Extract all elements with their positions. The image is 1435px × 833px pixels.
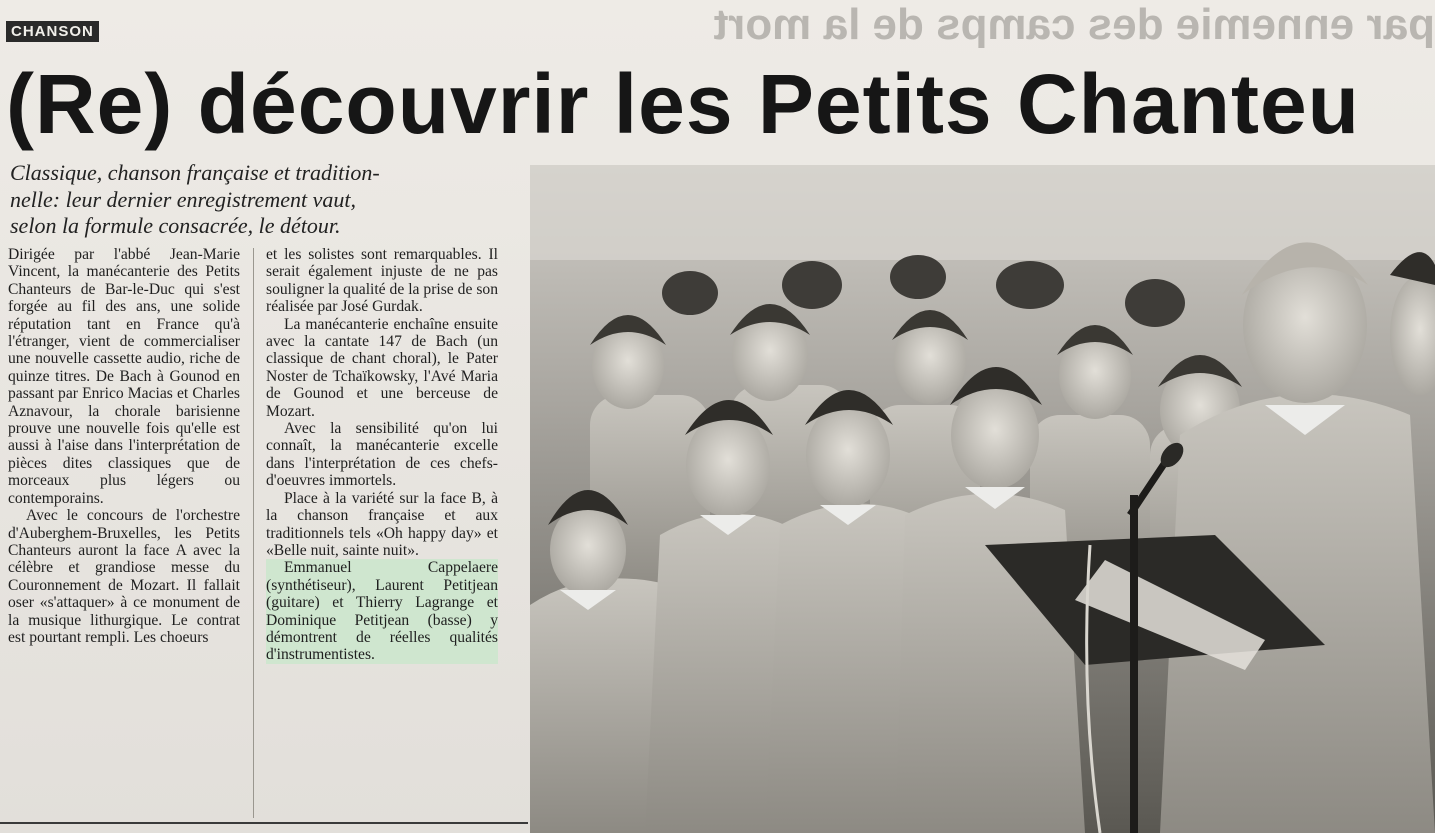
paragraph: Avec la sensibilité qu'on lui connaît, la manécanterie excelle dans l'interprétation de ces chefs-d'oeuvres immortels. (266, 420, 498, 490)
paragraph: La manécanterie enchaîne ensuite avec la cantate 147 de Bach (un classique de chant choral), le Pater Noster de Tchaïkowsky, l'Avé Maria de Gounod et une berceuse de Mozart. (266, 315, 498, 420)
paragraph: Dirigée par l'abbé Jean-Marie Vincent, la manécanterie des Petits Chanteurs de Bar-le-Duc qui s'est forgée au fil des ans, une solide réputation tant en France qu'à l'étranger, vient de commercialiser une nouvelle cassette audio, riche de quinze titres. De Bach à Gounod en passant par Enrico Macias et Charles Aznavour, la chorale barisienne prouve une nouvelle fois qu'elle est aussi à l'aise dans l'interprétation de pièces dites classiques que de morceaux plus légers ou contemporains. (8, 246, 240, 507)
paragraph: Place à la variété sur la face B, à la chanson française et aux traditionnels tels «Oh happy day» et «Belle nuit, sainte nuit». (266, 489, 498, 559)
highlighted-paragraph: Emmanuel Cappelaere (synthétiseur), Laurent Petitjean (guitare) et Thierry Lagrange et Dominique Petitjean (basse) y démontrent de réelles qualités d'instrumentistes. (266, 559, 498, 664)
deck (10, 160, 520, 240)
paragraph: Avec le concours de l'orchestre d'Auberghem-Bruxelles, les Petits Chanteurs auront la face A avec la célèbre et grandiose messe du Couronnement de Mozart. Il fallait oser «s'attaquer» à ce monument de la musique lithurgique. Le contrat est pourtant rempli. Les choeurs (8, 507, 240, 646)
choir-photo (530, 165, 1435, 833)
section-tag: CHANSON (6, 21, 99, 42)
column-divider (253, 248, 254, 818)
headline: (Re) découvrir les Petits Chanteu (6, 57, 1360, 151)
deck-line: Classique, chanson française et tradition- (10, 160, 380, 185)
article-column-1 (8, 246, 240, 646)
paragraph: et les solistes sont remarquables. Il serait également injuste de ne pas souligner la qualité de la prise de son réalisée par José Gurdak. (266, 246, 498, 316)
deck-line: selon la formule consacrée, le détour. (10, 213, 341, 238)
bleed-through-text: par ennemie des camps de la mort (713, 0, 1435, 49)
deck-line: nelle: leur dernier enregistrement vaut, (10, 186, 356, 212)
article-column-2 (266, 246, 498, 664)
choir-photo-illustration (530, 165, 1435, 833)
bottom-rule (0, 822, 528, 824)
